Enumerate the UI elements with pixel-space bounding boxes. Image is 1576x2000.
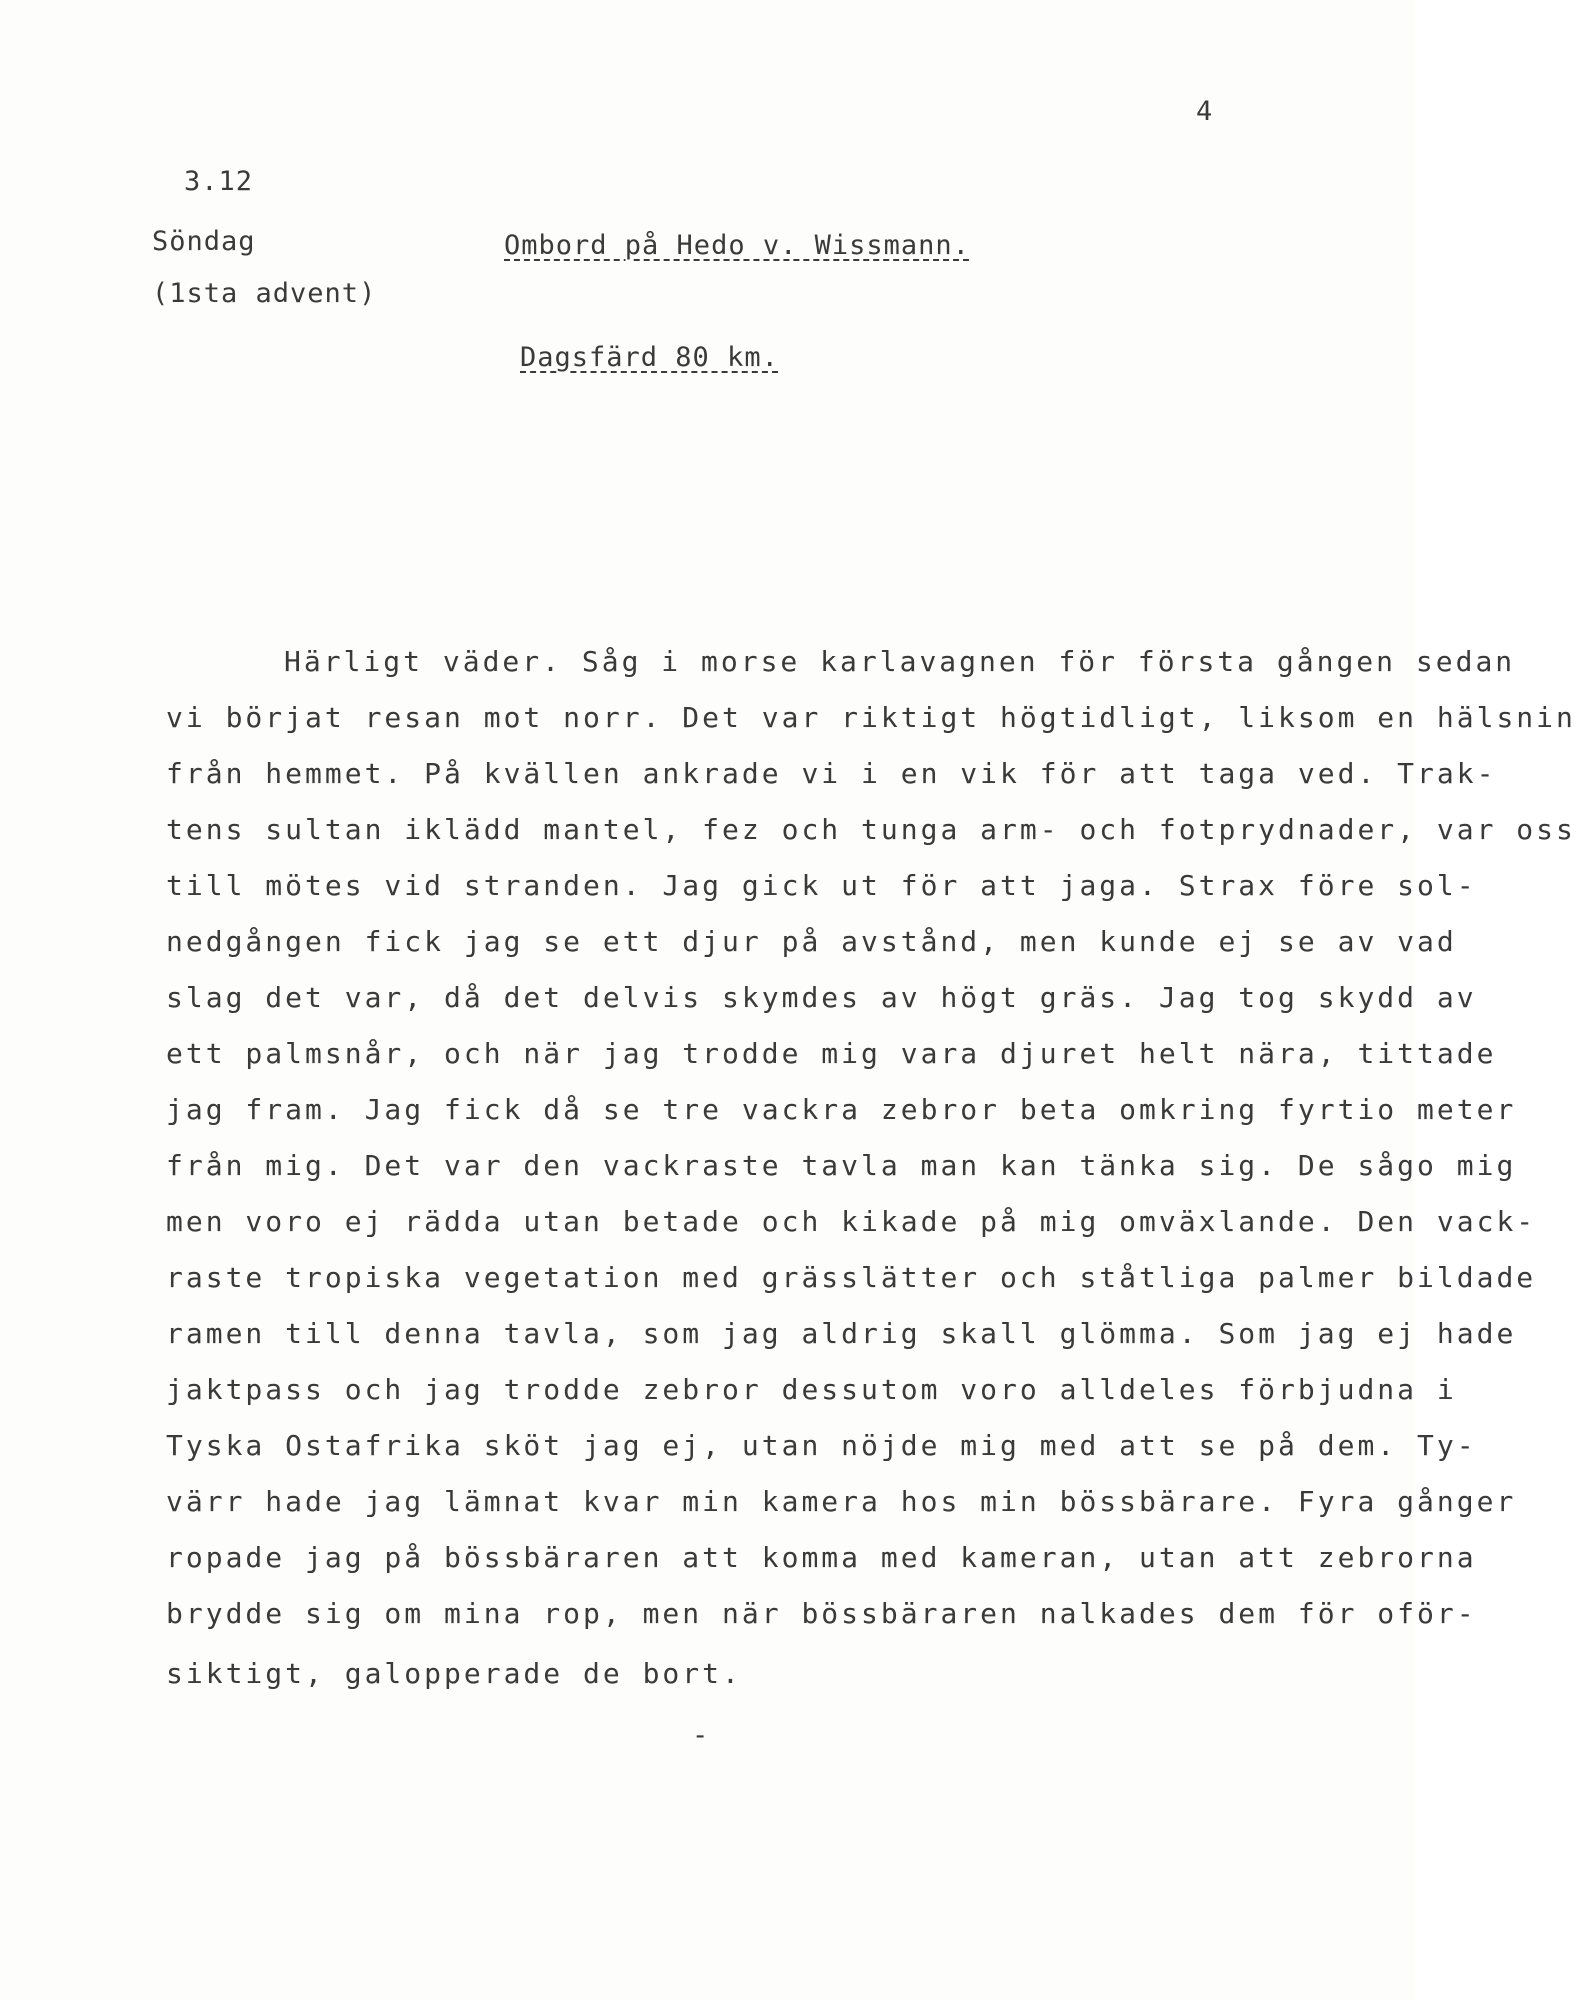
body-line: ropade jag på bössbäraren att komma med kameran, utan att zebrorna: [166, 1541, 1477, 1574]
body-line: jag fram. Jag fick då se tre vackra zebror beta omkring fyrtio meter: [166, 1093, 1517, 1126]
entry-date: 3.12: [184, 166, 254, 197]
body-line: siktigt, galopperade de bort.: [166, 1657, 742, 1690]
body-line: tens sultan iklädd mantel, fez och tunga arm- och fotprydnader, var oss: [166, 813, 1576, 846]
body-line: Härligt väder. Såg i morse karlavagnen för första gången sedan: [284, 645, 1516, 678]
body-line: jaktpass och jag trodde zebror dessutom voro alldeles förbjudna i: [166, 1373, 1457, 1406]
entry-location: Ombord på Hedo v. Wissmann.: [504, 230, 970, 261]
page-number: 4: [1196, 96, 1214, 127]
body-line: ett palmsnår, och när jag trodde mig vara djuret helt nära, tittade: [166, 1037, 1497, 1070]
body-line: vi börjat resan mot norr. Det var riktigt högtidligt, liksom en hälsnin: [166, 701, 1576, 734]
body-line: raste tropiska vegetation med grässlätter och ståtliga palmer bildade: [166, 1261, 1537, 1294]
body-line: Tyska Ostafrika sköt jag ej, utan nöjde mig med att se på dem. Ty-: [166, 1429, 1477, 1462]
body-line: ramen till denna tavla, som jag aldrig skall glömma. Som jag ej hade: [166, 1317, 1517, 1350]
body-line: från mig. Det var den vackraste tavla man kan tänka sig. De sågo mig: [166, 1149, 1517, 1182]
entry-distance: Dagsfärd 80 km.: [520, 342, 779, 373]
body-line: men voro ej rädda utan betade och kikade på mig omväxlande. Den vack-: [166, 1205, 1537, 1238]
body-line: från hemmet. På kvällen ankrade vi i en vik för att taga ved. Trak-: [166, 757, 1497, 790]
body-line: till mötes vid stranden. Jag gick ut för att jaga. Strax före sol-: [166, 869, 1477, 902]
body-line: värr hade jag lämnat kvar min kamera hos min bössbärare. Fyra gånger: [166, 1485, 1517, 1518]
body-line: nedgången fick jag se ett djur på avstånd, men kunde ej se av vad: [166, 925, 1457, 958]
body-line: brydde sig om mina rop, men när bössbäraren nalkades dem för oför-: [166, 1597, 1477, 1630]
entry-weekday: Söndag: [152, 226, 256, 257]
entry-occasion: (1sta advent): [152, 278, 377, 309]
body-line: slag det var, då det delvis skymdes av högt gräs. Jag tog skydd av: [166, 981, 1477, 1014]
end-mark: -: [692, 1720, 710, 1751]
